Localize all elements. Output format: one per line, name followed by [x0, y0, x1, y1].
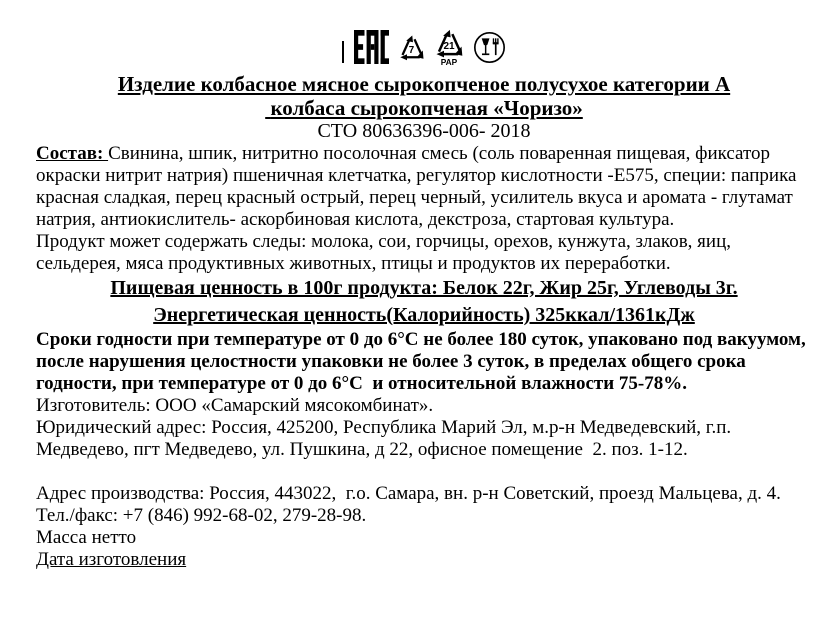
production-address: Адрес производства: Россия, 443022, г.о. Самара, вн. р-н Советский, проезд Мальцева, д. 4.: [36, 483, 781, 504]
spacer: [36, 461, 812, 483]
recycling-code-21-pap-icon: [434, 28, 464, 66]
food-safe-glass-fork-icon: [473, 31, 506, 64]
recycling-code-21-number: 21: [443, 41, 455, 53]
allergens-paragraph: Продукт может содержать следы: молока, сои, горчицы, орехов, кунжута, злаков, яиц, сельдерея, мяса продуктивных животных, птицы и продуктов их переработки.: [36, 231, 736, 274]
recycling-code-7-number: 7: [408, 44, 415, 56]
composition-paragraph: [36, 143, 812, 231]
product-title-line1: Изделие колбасное мясное сырокопченое полусухое категории А: [117, 72, 731, 96]
production-date-label: Дата изготовления: [36, 549, 187, 570]
standard-number: СТО 80636396-006- 2018: [317, 120, 531, 142]
legal-address: Юридический адрес: Россия, 425200, Республика Марий Эл, м.р-н Медведевский, г.п. Медведево, пгт Медведево, ул. Пушкина, д 22, офисное помещение 2. поз. 1-12.: [36, 417, 736, 460]
recycling-material-label: PAP: [440, 56, 458, 66]
eac-mark-icon: [354, 30, 389, 64]
manufacturer-name: Изготовитель: ООО «Самарский мясокомбинат».: [36, 395, 434, 416]
recycling-code-7-icon: [398, 34, 425, 61]
composition-text: Свинина, шпик, нитритно посолочная смесь (соль поваренная пищевая, фиксатор окраски нитрит натрия) пшеничная клетчатка, регулятор кислотности -Е575, специи: паприка красная сладкая, перец красный острый, перец черный, усилитель вкуса и аромата - глутамат натрия, антиокислитель- аскорбиновая кислота, декстроза, стартовая культура.: [36, 143, 802, 230]
text-cursor: [342, 41, 344, 63]
certification-icons: [36, 24, 812, 70]
net-weight-label: Масса нетто: [36, 527, 137, 548]
product-title-line2: колбаса сырокопченая «Чоризо»: [265, 96, 583, 120]
storage-conditions: Сроки годности при температуре от 0 до 6°С не более 180 суток, упаковано под вакуумом, после нарушения целостности упаковки не более 3 суток, в пределах общего срока годности, при температуре от 0 до 6°С и относительной влажности 75-78%.: [36, 329, 811, 394]
nutrition-per-100g: Пищевая ценность в 100г продукта: Белок 22г, Жир 25г, Углеводы 3г.: [110, 277, 738, 299]
production-date-row: [36, 549, 812, 571]
composition-label: Состав:: [36, 143, 109, 164]
phone-fax: Тел./факс: +7 (846) 992-68-02, 279-28-98.: [36, 505, 367, 526]
energy-value: Энергетическая ценность(Калорийность) 325ккал/1361кДж: [153, 304, 695, 326]
